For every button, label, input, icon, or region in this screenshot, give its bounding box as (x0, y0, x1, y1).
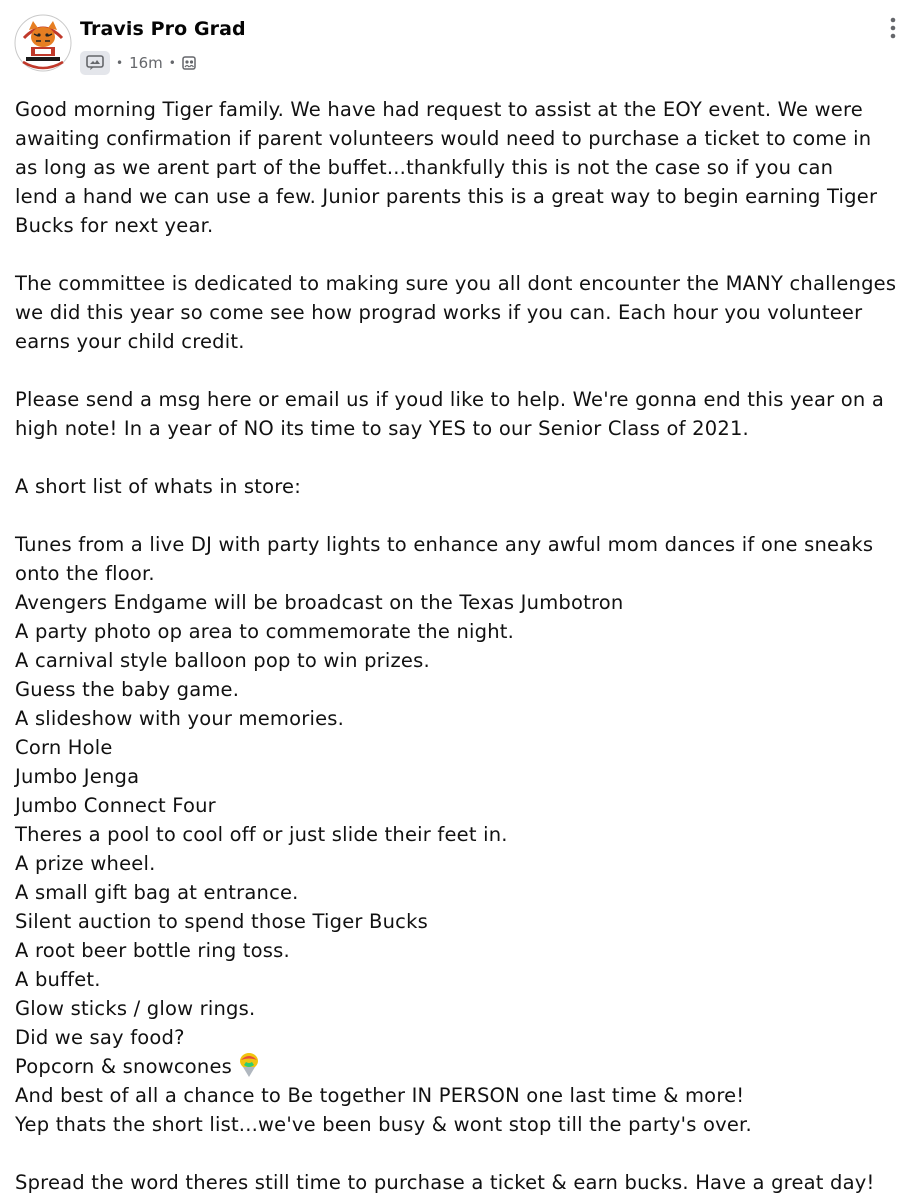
post-text-line: A short list of whats in store: (15, 475, 302, 498)
post-time[interactable]: 16m (129, 54, 163, 72)
post-text-line: Theres a pool to cool off or just slide their feet in. (15, 823, 508, 846)
blank-line (15, 501, 905, 530)
blank-line (15, 1139, 905, 1168)
more-options-button[interactable] (881, 16, 905, 40)
post-text-line: Avengers Endgame will be broadcast on the Texas Jumbotron (15, 591, 624, 614)
post-text-line: The committee is dedicated to making sure you all dont encounter the MANY challenges (15, 272, 897, 295)
post-text-line: lend a hand we can use a few. Junior parents this is a great way to begin earning Tiger (15, 185, 878, 208)
post-text-line: Tunes from a live DJ with party lights to enhance any awful mom dances if one sneaks (15, 533, 874, 556)
post-text-line: A root beer bottle ring toss. (15, 939, 290, 962)
post-text-line: high note! In a year of NO its time to say YES to our Senior Class of 2021. (15, 417, 749, 440)
post-text-line: onto the floor. (15, 562, 155, 585)
post-text-line: Yep thats the short list...we've been busy & wont stop till the party's over. (15, 1113, 752, 1136)
blank-line (15, 443, 905, 472)
post-text-line: A buffet. (15, 968, 101, 991)
blank-line (15, 356, 905, 385)
post-text-line: Corn Hole (15, 736, 113, 759)
post-text-line: as long as we arent part of the buffet...thankfully this is not the case so if you can (15, 156, 834, 179)
post-text-line: Spread the word theres still time to purchase a ticket & earn bucks. Have a great day! (15, 1171, 875, 1194)
post-text (15, 95, 905, 1197)
snowcone-icon (238, 1052, 260, 1078)
more-options-icon (890, 17, 896, 39)
post-text-line: Jumbo Connect Four (15, 794, 216, 817)
message-bubble-icon (86, 55, 104, 71)
message-badge[interactable] (80, 51, 110, 75)
post-text-line: Popcorn & snowcones (15, 1052, 905, 1081)
post-text-line: Guess the baby game. (15, 678, 240, 701)
post-text-line: Good morning Tiger family. We have had request to assist at the EOY event. We were (15, 98, 863, 121)
meta-separator: • (116, 56, 124, 70)
page-avatar[interactable] (14, 14, 72, 72)
post-text-line: Jumbo Jenga (15, 765, 140, 788)
post-text-line: we did this year so come see how prograd works if you can. Each hour you volunteer (15, 301, 863, 324)
post-text-line: awaiting confirmation if parent volunteers would need to purchase a ticket to come in (15, 127, 872, 150)
post-text-line: Silent auction to spend those Tiger Bucks (15, 910, 428, 933)
post-text-line: Did we say food? (15, 1026, 185, 1049)
post-text-line: A party photo op area to commemorate the night. (15, 620, 515, 643)
post-meta (80, 50, 196, 76)
author-name[interactable]: Travis Pro Grad (80, 18, 246, 40)
blank-line (15, 240, 905, 269)
post-text-line: earns your child credit. (15, 330, 245, 353)
post-header (0, 0, 917, 84)
post-text-line: A small gift bag at entrance. (15, 881, 299, 904)
post-text-line: A carnival style balloon pop to win prizes. (15, 649, 430, 672)
post-text-line: Bucks for next year. (15, 214, 214, 237)
tiger-logo-icon (14, 14, 72, 72)
post-text-line: A prize wheel. (15, 852, 156, 875)
post-text-line: And best of all a chance to Be together IN PERSON one last time & more! (15, 1084, 745, 1107)
group-audience-icon (182, 56, 196, 70)
post-text-line: A slideshow with your memories. (15, 707, 345, 730)
post-text-line: Glow sticks / glow rings. (15, 997, 256, 1020)
post-text-line: Please send a msg here or email us if youd like to help. We're gonna end this year on a (15, 388, 884, 411)
meta-separator: • (168, 56, 176, 70)
